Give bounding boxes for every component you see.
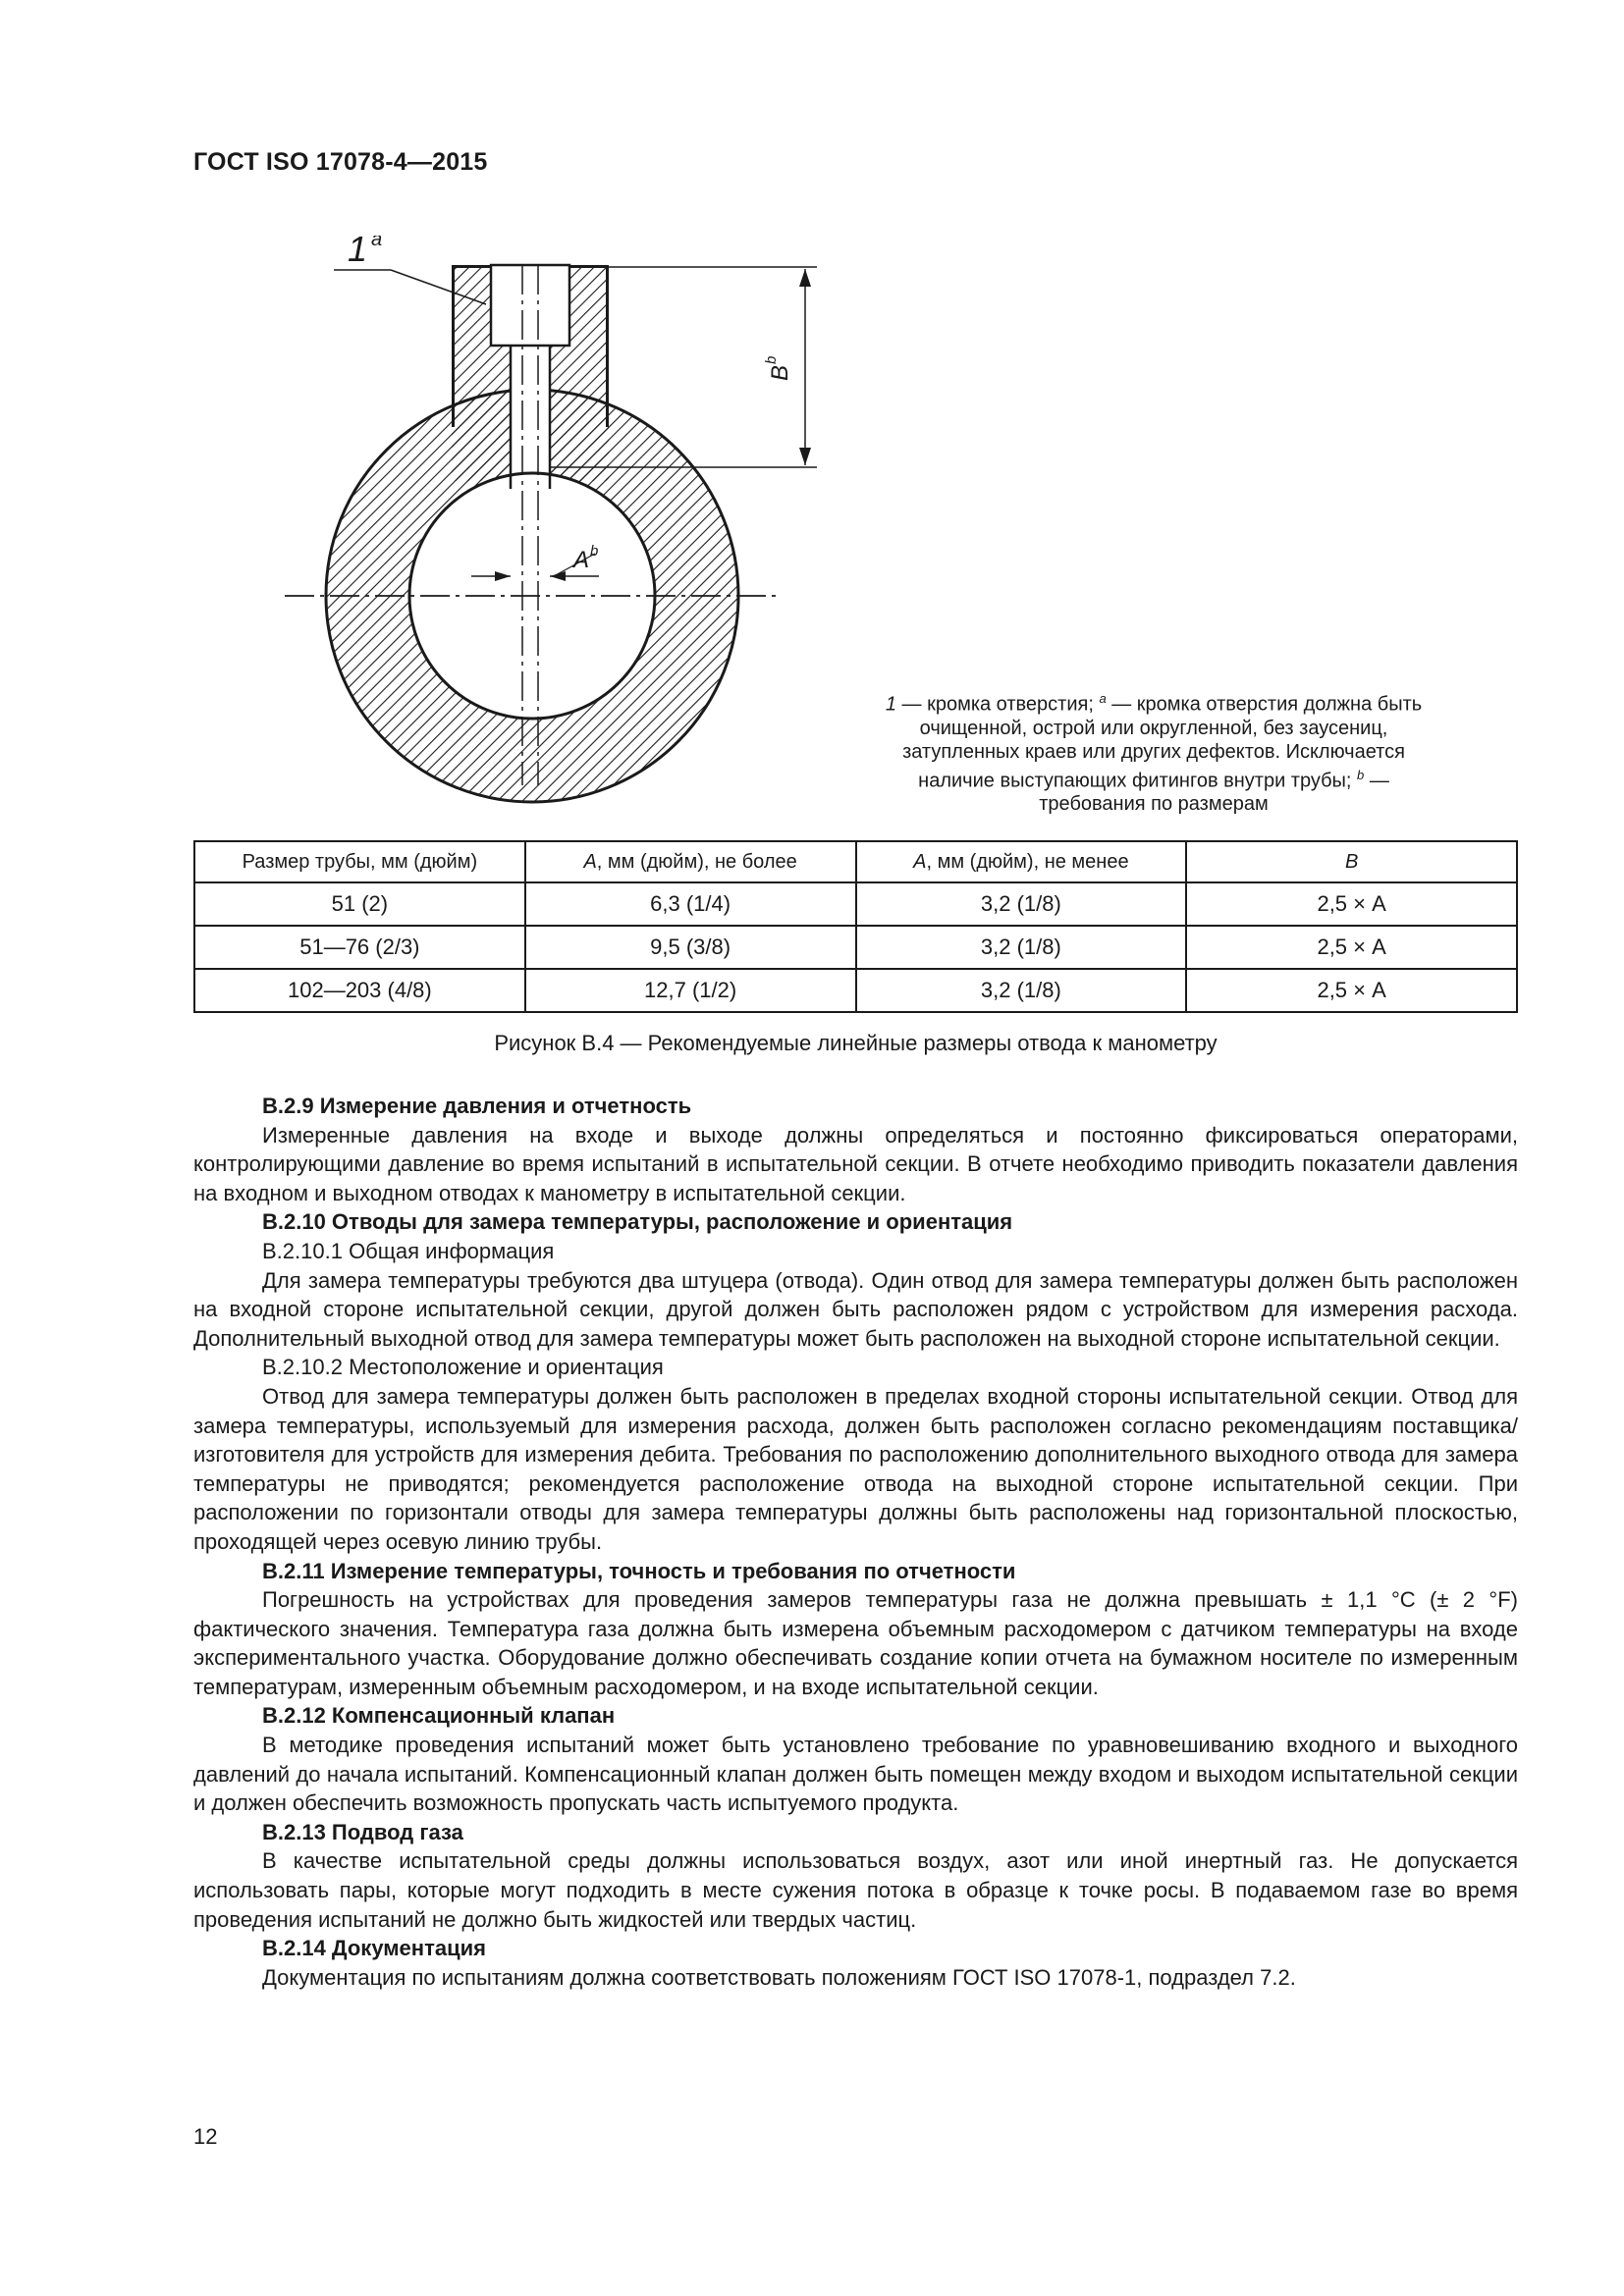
table-cell: 9,5 (3/8) bbox=[525, 926, 856, 969]
subsection-title: В.2.10.1 Общая информация bbox=[262, 1238, 555, 1263]
figure-legend bbox=[864, 687, 1443, 816]
table-cell: 2,5 × А bbox=[1186, 882, 1517, 926]
section-heading: В.2.13 Подвод газа bbox=[262, 1819, 463, 1844]
table-header: Размер трубы, мм (дюйм) bbox=[194, 841, 525, 882]
table-row bbox=[194, 882, 1517, 926]
paragraph: Отвод для замера температуры должен быть расположен в пределах входной стороны испытательной секции. Отвод для замера температуры, используемый для измерения расхода, должен быть расположен согласно рекомендациям поставщика/изготовителя для устройств для измерения дебита. Требования по расположению дополнительного выходного отвода для замера температуры не приводятся; рекомендуется расположение отвода на выходной стороне испытательной секции. При расположении по горизонтали отводы для замера температуры должны быть расположены над горизонтальной плоскостью, проходящей через осевую линию трубы. bbox=[193, 1383, 1518, 1554]
legend-note-b-text: — требования по размерам bbox=[1039, 770, 1389, 816]
paragraph: Для замера температуры требуются два штуцера (отвода). Один отвод для замера температуры должен быть расположен на входной стороне испытательной секции, другой должен быть расположен рядом с устройством для измерения расхода. Дополнительный выходной отвод для замера температуры может быть расположен на выходной стороне испытательной секции. bbox=[193, 1267, 1518, 1351]
paragraph: Погрешность на устройствах для проведения замеров температуры газа не должна превышать ± 1,1 °С (± 2 °F) фактического значения. Температура газа должна быть измерена объемным расходомером с датчиком температуры на входе экспериментального участка. Оборудование должно обеспечивать создание копии отчета на бумажном носителе по измеренным температурам, измеренным объемным расходомером, и на входе испытательной секции. bbox=[193, 1587, 1518, 1699]
paragraph: В методике проведения испытаний может быть установлено требование по уравновешиванию входного и выходного давлений до начала испытаний. Компенсационный клапан должен быть помещен между входом и выходом испытательной секции и должен обеспечить возможность пропускать часть испытуемого продукта. bbox=[193, 1733, 1518, 1816]
section-heading: В.2.14 Документация bbox=[262, 1936, 486, 1961]
page-number: 12 bbox=[193, 2124, 218, 2149]
table-row bbox=[194, 969, 1517, 1012]
figure-caption: Рисунок В.4 — Рекомендуемые линейные размеры отвода к манометру bbox=[494, 1031, 1218, 1055]
paragraph: Измеренные давления на входе и выходе должны определяться и постоянно фиксироваться операторами, контролирующими давление во время испытаний в испытательной секции. В отчете необходимо приводить показатели давления на входном и выходном отводах к манометру в испытательной секции. bbox=[193, 1122, 1518, 1205]
table-cell: 51 (2) bbox=[194, 882, 525, 926]
table-header-row bbox=[194, 841, 1517, 882]
table-cell: 51—76 (2/3) bbox=[194, 926, 525, 969]
table-header: А, мм (дюйм), не более bbox=[525, 841, 856, 882]
pressure-tap-drawing bbox=[275, 236, 825, 805]
table-cell: 3,2 (1/8) bbox=[856, 969, 1187, 1012]
dimension-a-label: A bbox=[573, 547, 590, 573]
table-header: А, мм (дюйм), не менее bbox=[856, 841, 1187, 882]
dimensions-table bbox=[193, 840, 1518, 1013]
subsection-title: В.2.10.2 Местоположение и ориентация bbox=[262, 1355, 664, 1380]
legend-note-a-text: — кромка отверстия должна быть очищенной, острой или округленной, без заусениц, затупленных краев или других дефектов. Исключается наличие выступающих фитингов внутри трубы; bbox=[902, 693, 1423, 792]
table-cell: 3,2 (1/8) bbox=[856, 926, 1187, 969]
callout-1-superscript: a bbox=[371, 236, 383, 250]
table-cell: 3,2 (1/8) bbox=[856, 882, 1187, 926]
legend-item-text: — кромка отверстия; bbox=[895, 693, 1100, 716]
document-header: ГОСТ ISO 17078-4—2015 bbox=[193, 148, 488, 176]
paragraph: Документация по испытаниям должна соответствовать положениям ГОСТ ISO 17078-1, подраздел 7.2. bbox=[262, 1964, 1296, 1990]
table-cell: 2,5 × А bbox=[1186, 969, 1517, 1012]
table-cell: 6,3 (1/4) bbox=[525, 882, 856, 926]
paragraph: В качестве испытательной среды должны использоваться воздух, азот или иной инертный газ. Не допускается использовать пары, которые могут подходить в месте сужения потока в образце к точке росы. В подаваемом газе во время проведения испытаний не должно быть жидкостей или твердых частиц. bbox=[193, 1848, 1518, 1932]
section-heading: В.2.12 Компенсационный клапан bbox=[262, 1703, 616, 1729]
section-heading: В.2.11 Измерение температуры, точность и требования по отчетности bbox=[262, 1558, 1016, 1583]
section-heading: В.2.10 Отводы для замера температуры, расположение и ориентация bbox=[262, 1209, 1013, 1235]
table-cell: 2,5 × А bbox=[1186, 926, 1517, 969]
legend-note-b-marker: b bbox=[1357, 767, 1365, 782]
section-heading: В.2.9 Измерение давления и отчетность bbox=[262, 1094, 692, 1118]
dimension-a-superscript: b bbox=[590, 543, 599, 560]
table-cell: 12,7 (1/2) bbox=[525, 969, 856, 1012]
table-cell: 102—203 (4/8) bbox=[194, 969, 525, 1012]
legend-note-a-marker: a bbox=[1099, 691, 1107, 706]
table-header: В bbox=[1186, 841, 1517, 882]
callout-1-label: 1 bbox=[348, 236, 368, 269]
dimension-b-label: B bbox=[767, 364, 793, 381]
legend-item-number: 1 bbox=[885, 693, 896, 716]
dimension-b-superscript: b bbox=[763, 355, 780, 364]
body-text bbox=[193, 1092, 1518, 1992]
table-row bbox=[194, 926, 1517, 969]
